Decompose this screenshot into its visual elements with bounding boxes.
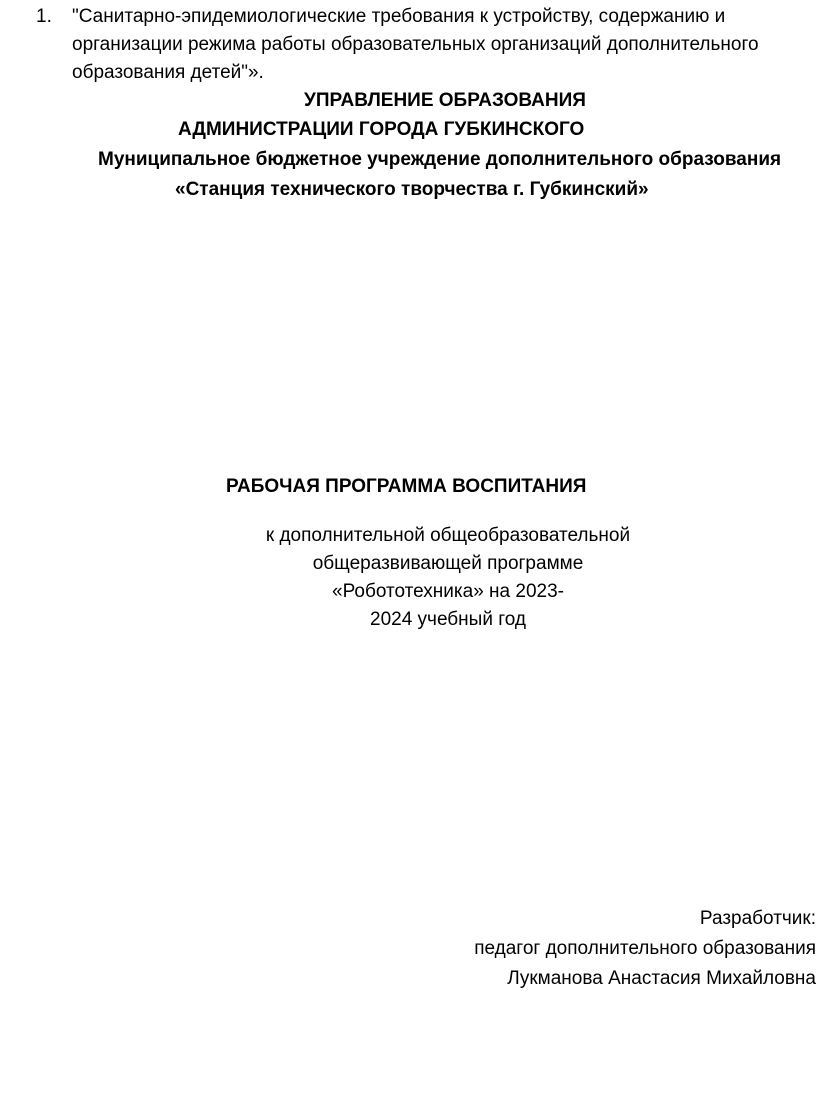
developer-name: Лукманова Анастасия Михайловна [507,968,816,989]
header-institution: Муниципальное бюджетное учреждение дополнительного образования [98,149,782,170]
program-description [248,522,648,634]
developer-role: педагог дополнительного образования [474,938,816,959]
list-number: 1. [36,6,52,27]
header-station-name: «Станция технического творчества г. Губкинский» [175,179,649,200]
header-administration: АДМИНИСТРАЦИИ ГОРОДА ГУБКИНСКОГО [178,119,585,140]
regulation-text: "Санитарно-эпидемиологические требования к устройству, содержанию и организации режима работы образовательных организаций дополнительного образования детей"». [72,6,759,83]
developer-label: Разработчик: [699,908,816,929]
developer-block [474,904,816,994]
program-line-1: к дополнительной общеобразовательной [265,525,631,546]
header-department: УПРАВЛЕНИЕ ОБРАЗОВАНИЯ [304,90,586,111]
program-line-4: 2024 учебный год [370,609,526,630]
program-line-3: «Робототехника» на 2023- [332,581,564,602]
program-line-2: общеразвивающей программе [312,553,584,574]
program-title: РАБОЧАЯ ПРОГРАММА ВОСПИТАНИЯ [226,476,587,497]
regulation-list-item [36,3,806,87]
